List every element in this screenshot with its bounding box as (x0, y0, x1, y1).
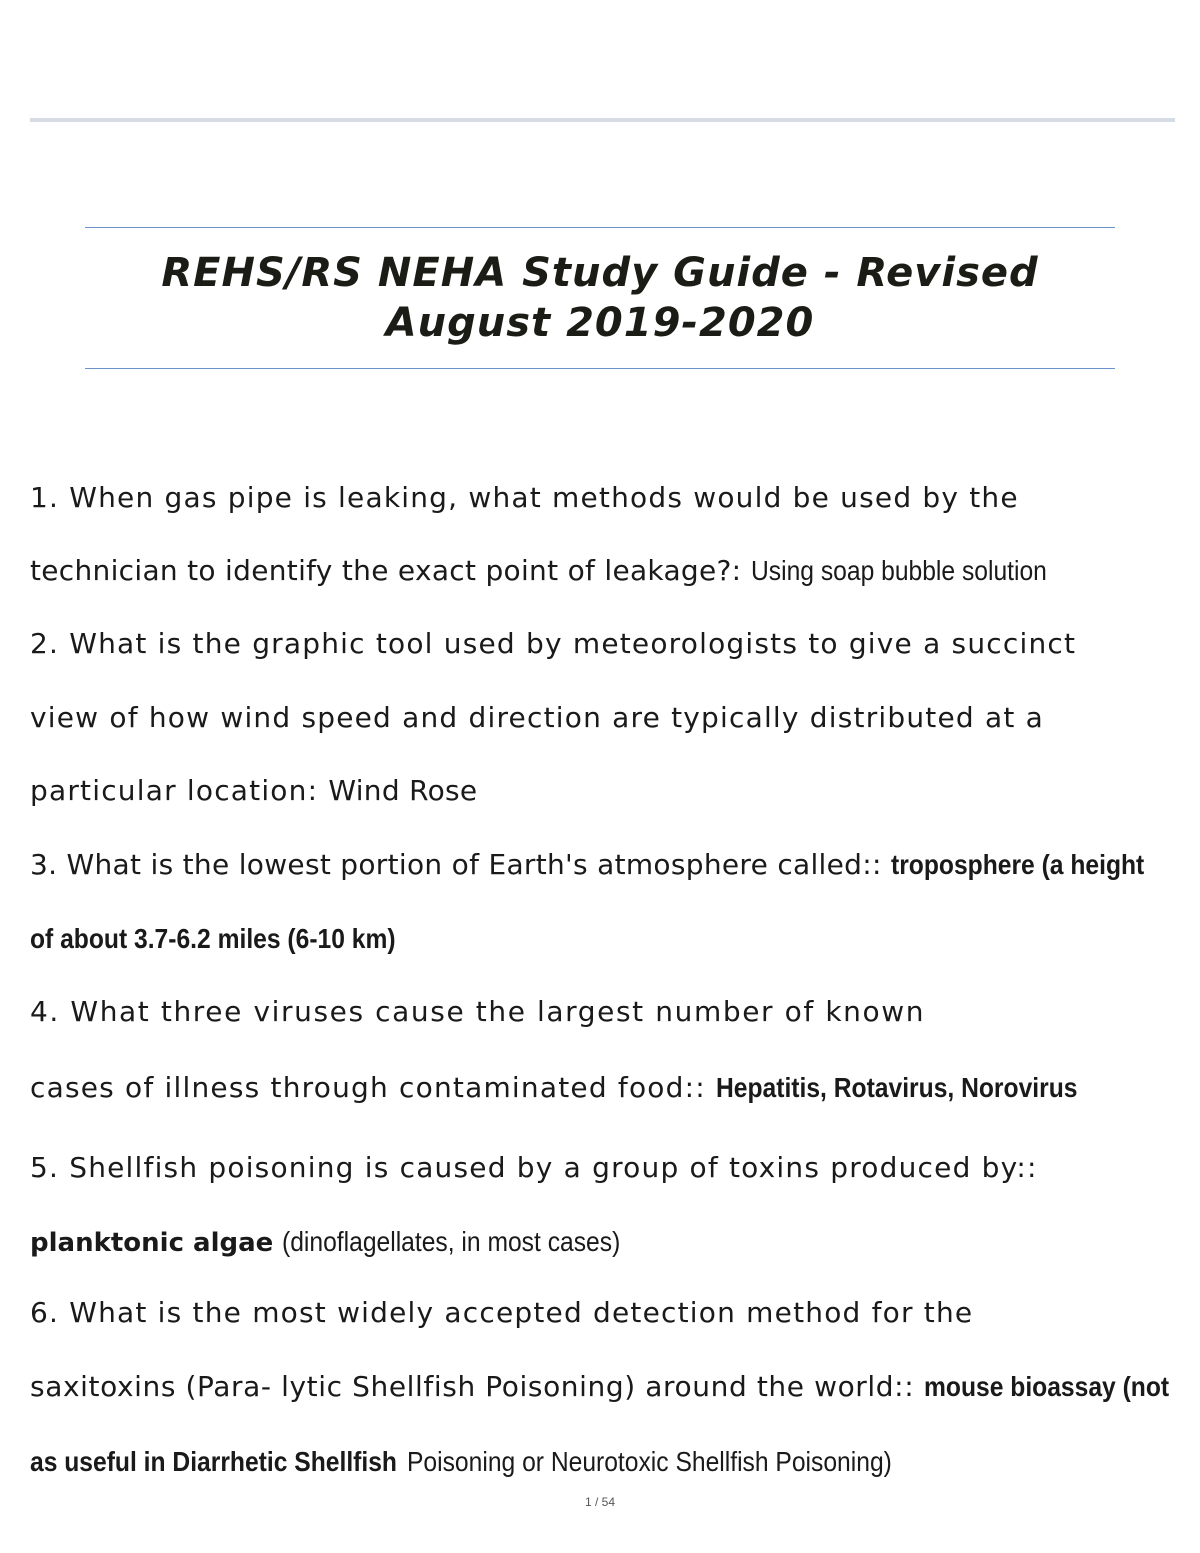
question-4-line-2: cases of illness through contaminated food:: Hepatitis, Rotavirus, Norovirus (30, 1071, 1078, 1104)
page-number: 1 / 54 (584, 1495, 616, 1509)
answer-6-continued-2: Poisoning or Neurotoxic Shellfish Poisoning) (407, 1446, 892, 1477)
title-top-rule (85, 227, 1115, 228)
question-4-line-1: 4. What three viruses cause the largest number of known (30, 995, 926, 1028)
answer-3-continued: of about 3.7-6.2 miles (6-10 km) (30, 923, 396, 954)
question-5-line-1: 5. Shellfish poisoning is caused by a group of toxins produced by:: (30, 1151, 1038, 1184)
header-divider (30, 118, 1175, 122)
answer-5: planktonic algae (30, 1228, 283, 1258)
document-title (85, 248, 1115, 348)
question-3-line-1: 3. What is the lowest portion of Earth's atmosphere called:: troposphere (a height (30, 848, 1145, 881)
question-1-line-1: 1. When gas pipe is leaking, what methods would be used by the (30, 481, 1019, 514)
question-2-line-1: 2. What is the graphic tool used by meteorologists to give a succinct (30, 627, 1077, 660)
question-3-line-2 (30, 921, 445, 957)
title-bottom-rule (85, 368, 1115, 369)
question-6-line-2: saxitoxins (Para- lytic Shellfish Poisoning) around the world:: mouse bioassay (not (30, 1370, 1169, 1403)
answer-5-note: (dinoflagellates, in most cases) (282, 1226, 621, 1257)
title-line-1: REHS/RS NEHA Study Guide - Revised (161, 250, 1039, 296)
answer-6-continued: as useful in Diarrhetic Shellfish (30, 1446, 397, 1477)
question-6-line-1: 6. What is the most widely accepted detection method for the (30, 1296, 974, 1329)
question-2-line-3: particular location: Wind Rose (30, 774, 478, 807)
answer-6: mouse bioassay (not (923, 1371, 1169, 1402)
question-5-line-2 (30, 1224, 667, 1261)
question-1-line-2: technician to identify the exact point of leakage?: Using soap bubble solution (30, 554, 1047, 587)
answer-4: Hepatitis, Rotavirus, Norovirus (715, 1072, 1078, 1103)
question-6-line-3 (30, 1444, 958, 1480)
answer-3: troposphere (a height (890, 849, 1145, 880)
title-line-2: August 2019-2020 (385, 300, 815, 346)
question-2-line-2: view of how wind speed and direction are typically distributed at a (30, 701, 1044, 734)
answer-2: Wind Rose (328, 774, 478, 807)
answer-1: Using soap bubble solution (750, 555, 1047, 586)
